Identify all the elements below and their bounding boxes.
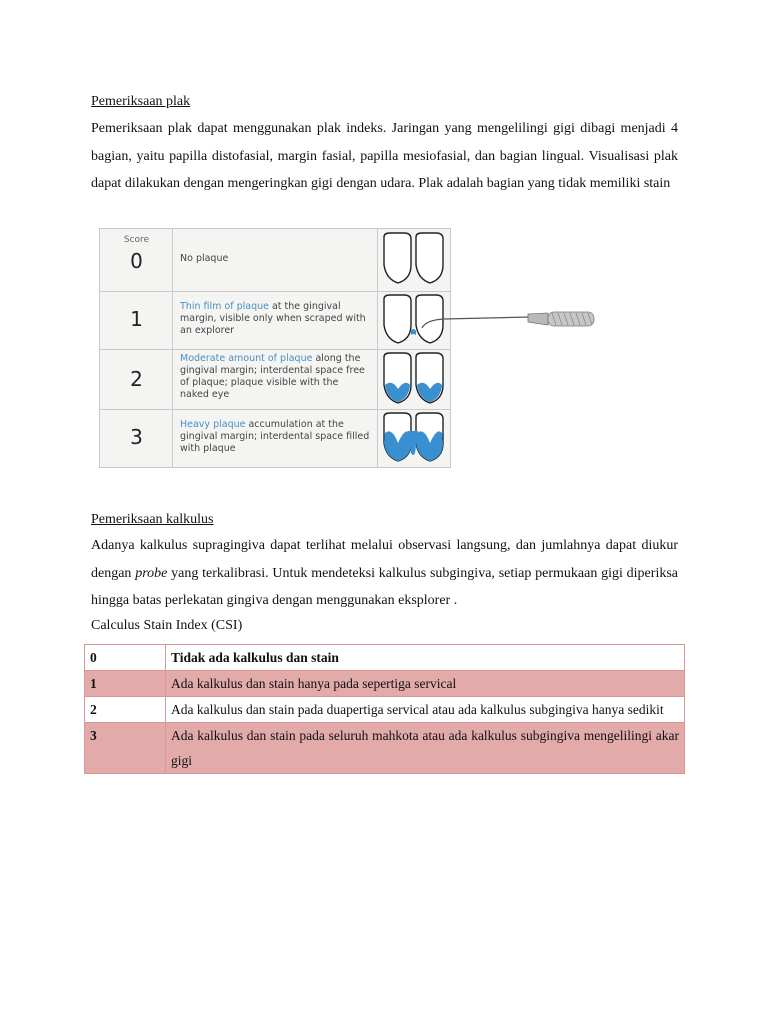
plaque-description: Moderate amount of plaque along the gingival margin; interdental space free of plaque; plaque visible with the naked eye [180, 353, 365, 400]
plaque-row-2 [100, 349, 450, 410]
csi-score: 1 [85, 671, 166, 697]
plaque-row-3 [100, 409, 450, 467]
plaque-paragraph: Pemeriksaan plak dapat menggunakan plak indeks. Jaringan yang mengelilingi gigi dibagi menjadi 4 bagian, yaitu papilla distofasial, margin fasial, papilla mesiofasial, dan bagian lingual. Visualisasi plak dapat dilakukan dengan mengeringkan gigi dengan udara. Plak adalah bagian yang tidak memiliki stain [91, 121, 678, 191]
plaque-score: 0 [130, 249, 143, 273]
plaque-description: Thin film of plaque at the gingival margin, visible only when scraped with an explorer [180, 301, 366, 336]
teeth-illustration [377, 409, 450, 467]
csi-score: 2 [85, 697, 166, 723]
teeth-illustration [377, 349, 450, 409]
plaque-row-1 [100, 291, 450, 350]
csi-description: Ada kalkulus dan stain pada duapertiga servical atau ada kalkulus subgingiva hanya sedikit [166, 697, 685, 723]
table-row [85, 697, 685, 723]
plaque-index-figure [99, 228, 451, 468]
plaque-description: Heavy plaque accumulation at the gingival margin; interdental space filled with plaque [180, 419, 370, 454]
teeth-illustration [377, 229, 450, 291]
calculus-heading: Pemeriksaan kalkulus [91, 512, 214, 527]
csi-score: 3 [85, 723, 166, 774]
score-label: Score [123, 235, 150, 245]
csi-table [84, 644, 685, 774]
plaque-score: 3 [130, 425, 143, 449]
csi-description: Tidak ada kalkulus dan stain [166, 645, 685, 671]
csi-score: 0 [85, 645, 166, 671]
csi-description: Ada kalkulus dan stain pada seluruh mahkota atau ada kalkulus subgingiva mengelilingi akar gigi [166, 723, 685, 774]
plaque-score: 1 [130, 307, 143, 331]
table-row [85, 723, 685, 774]
csi-title: Calculus Stain Index (CSI) [91, 618, 243, 633]
plaque-score: 2 [130, 367, 143, 391]
plaque-heading: Pemeriksaan plak [91, 94, 191, 109]
csi-description: Ada kalkulus dan stain hanya pada sepertiga servical [166, 671, 685, 697]
explorer-instrument-icon [420, 308, 596, 332]
plaque-description: No plaque [180, 253, 229, 264]
table-row [85, 671, 685, 697]
calculus-paragraph: Adanya kalkulus supragingiva dapat terlihat melalui observasi langsung, dan jumlahnya dapat diukur dengan probe yang terkalibrasi. Untuk mendeteksi kalkulus subgingiva, setiap permukaan gigi diperiksa hingga batas perlekatan gingiva dengan menggunakan eksplorer . [91, 538, 678, 608]
plaque-row-0 [100, 229, 450, 292]
table-row [85, 645, 685, 671]
